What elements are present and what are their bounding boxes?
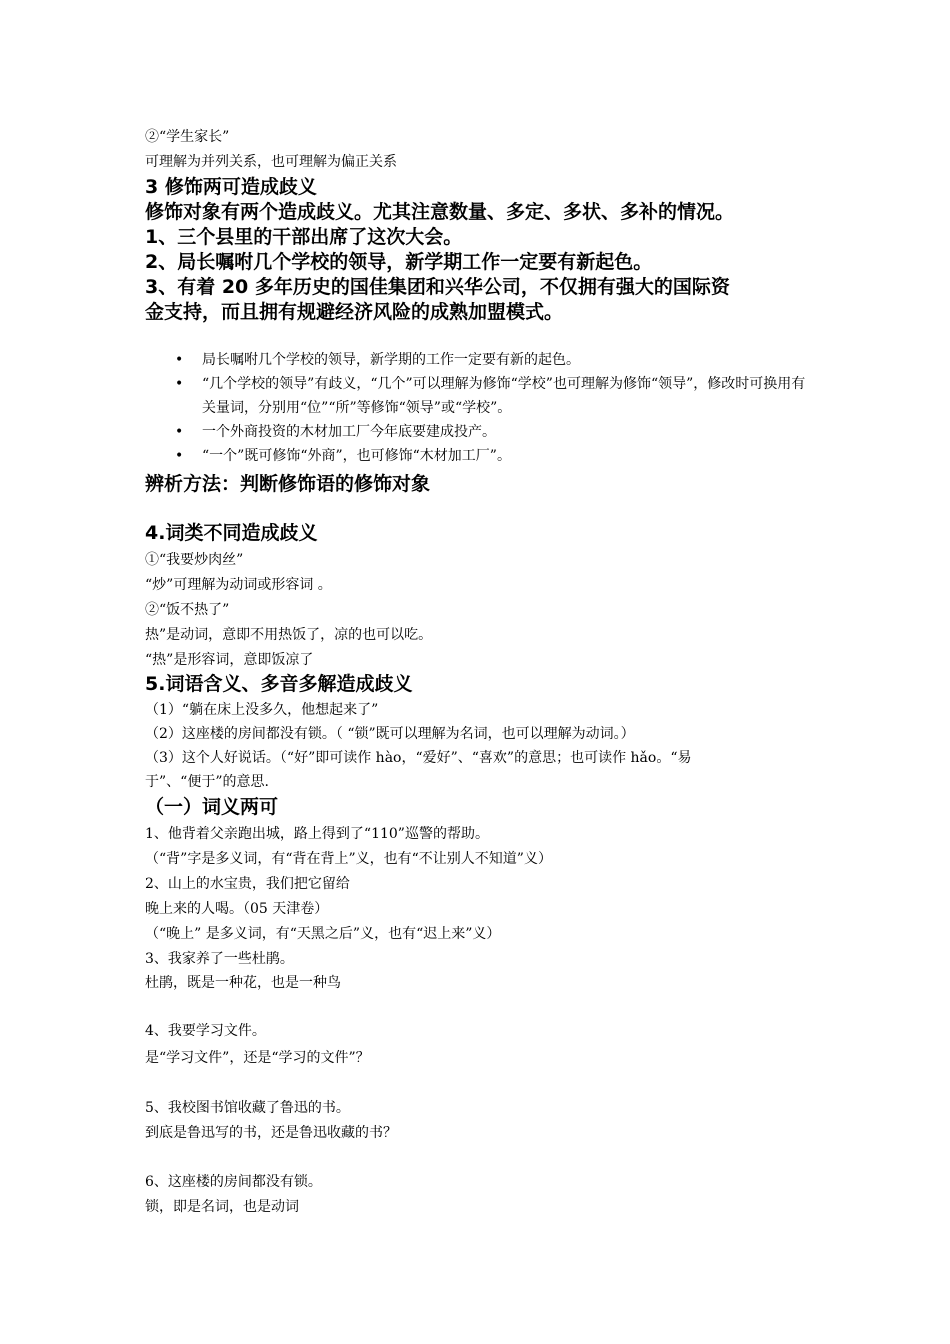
section6-line: 杜鹃，既是一种花，也是一种鸟 bbox=[145, 975, 341, 991]
section6-line: 晚上来的人喝。（05 天津卷） bbox=[145, 901, 329, 917]
section6-line: 1、他背着父亲跑出城，路上得到了“110”巡警的帮助。 bbox=[145, 826, 489, 842]
section6-line: 锁，即是名词，也是动词 bbox=[145, 1199, 299, 1215]
section6-line: 4、我要学习文件。 bbox=[145, 1023, 266, 1039]
bullet-dot-icon: • bbox=[175, 448, 184, 464]
section5-line: （3）这个人好说话。（“好”即可读作 hào，“爱好”、“喜欢”的意思；也可读作 hǎo。“易 bbox=[145, 750, 692, 766]
section4-line: 热”是动词，意即不用热饭了，凉的也可以吃。 bbox=[145, 627, 433, 643]
bullet-item bbox=[145, 420, 815, 444]
section5-line: （2）这座楼的房间都没有锁。（ “锁”既可以理解为名词，也可以理解为动词。） bbox=[145, 726, 635, 742]
section6-line: 5、我校图书馆收藏了鲁迅的书。 bbox=[145, 1100, 350, 1116]
section3-example-2: 2、局长嘱咐几个学校的领导，新学期工作一定要有新起色。 bbox=[145, 251, 653, 273]
bullet-dot-icon: • bbox=[175, 424, 184, 440]
bullet-dot-icon: • bbox=[175, 376, 184, 392]
intro-item: ②“学生家长” bbox=[145, 129, 230, 145]
section6-line: （“背”字是多义词，有“背在背上”义，也有“不让别人不知道”义） bbox=[145, 851, 552, 867]
section4-line: “炒”可理解为动词或形容词 。 bbox=[145, 577, 332, 593]
section5-line: 于”、“便于”的意思. bbox=[145, 774, 269, 790]
bullet-text: 一个外商投资的木材加工厂今年底要建成投产。 bbox=[202, 424, 496, 440]
section6-line: （“晚上” 是多义词，有“天黑之后”义，也有“迟上来”义） bbox=[145, 926, 501, 942]
section4-line: ①“我要炒肉丝” bbox=[145, 552, 244, 568]
section5-title: 5.词语含义、多音多解造成歧义 bbox=[145, 673, 413, 695]
bullet-item bbox=[145, 348, 815, 372]
intro-explain: 可理解为并列关系，也可理解为偏正关系 bbox=[145, 154, 397, 170]
bullet-text: “一个”既可修饰“外商”，也可修饰“木材加工厂”。 bbox=[202, 448, 511, 464]
section3-title: 3 修饰两可造成歧义 bbox=[145, 176, 317, 198]
section4-line: “热”是形容词，意即饭凉了 bbox=[145, 652, 314, 668]
section5-line: （1）“躺在床上没多久，他想起来了” bbox=[145, 702, 379, 718]
section3-example-3-line1: 3、有着 20 多年历史的国佳集团和兴华公司，不仅拥有强大的国际资 bbox=[145, 276, 730, 298]
bullet-item bbox=[145, 372, 815, 420]
section6-line: 2、山上的水宝贵，我们把它留给 bbox=[145, 876, 350, 892]
bullet-list bbox=[145, 348, 815, 468]
section6-line: 是“学习文件”，还是“学习的文件”？ bbox=[145, 1050, 370, 1066]
section4-line: ②“饭不热了” bbox=[145, 602, 230, 618]
bullet-item bbox=[145, 444, 815, 468]
bullet-text: “几个学校的领导”有歧义，“几个”可以理解为修饰“学校”也可理解为修饰“领导”，修改时可换用有关量词，分别用“位”“所”等修饰“领导”或“学校”。 bbox=[202, 376, 806, 416]
section6-line: 3、我家养了一些杜鹃。 bbox=[145, 951, 294, 967]
section3-example-3-line2: 金支持，而且拥有规避经济风险的成熟加盟模式。 bbox=[145, 301, 564, 323]
section3-lead: 修饰对象有两个造成歧义。尤其注意数量、多定、多状、多补的情况。 bbox=[145, 201, 735, 223]
bullet-text: 局长嘱咐几个学校的领导，新学期的工作一定要有新的起色。 bbox=[202, 352, 580, 368]
section6-title: （一）词义两可 bbox=[145, 796, 279, 818]
section3-example-1: 1、三个县里的干部出席了这次大会。 bbox=[145, 226, 463, 248]
section6-line: 6、这座楼的房间都没有锁。 bbox=[145, 1174, 322, 1190]
section4-title: 4.词类不同造成歧义 bbox=[145, 522, 318, 544]
section6-line: 到底是鲁迅写的书，还是鲁迅收藏的书？ bbox=[145, 1125, 397, 1141]
method-heading: 辨析方法：判断修饰语的修饰对象 bbox=[145, 473, 431, 495]
bullet-dot-icon: • bbox=[175, 352, 184, 368]
